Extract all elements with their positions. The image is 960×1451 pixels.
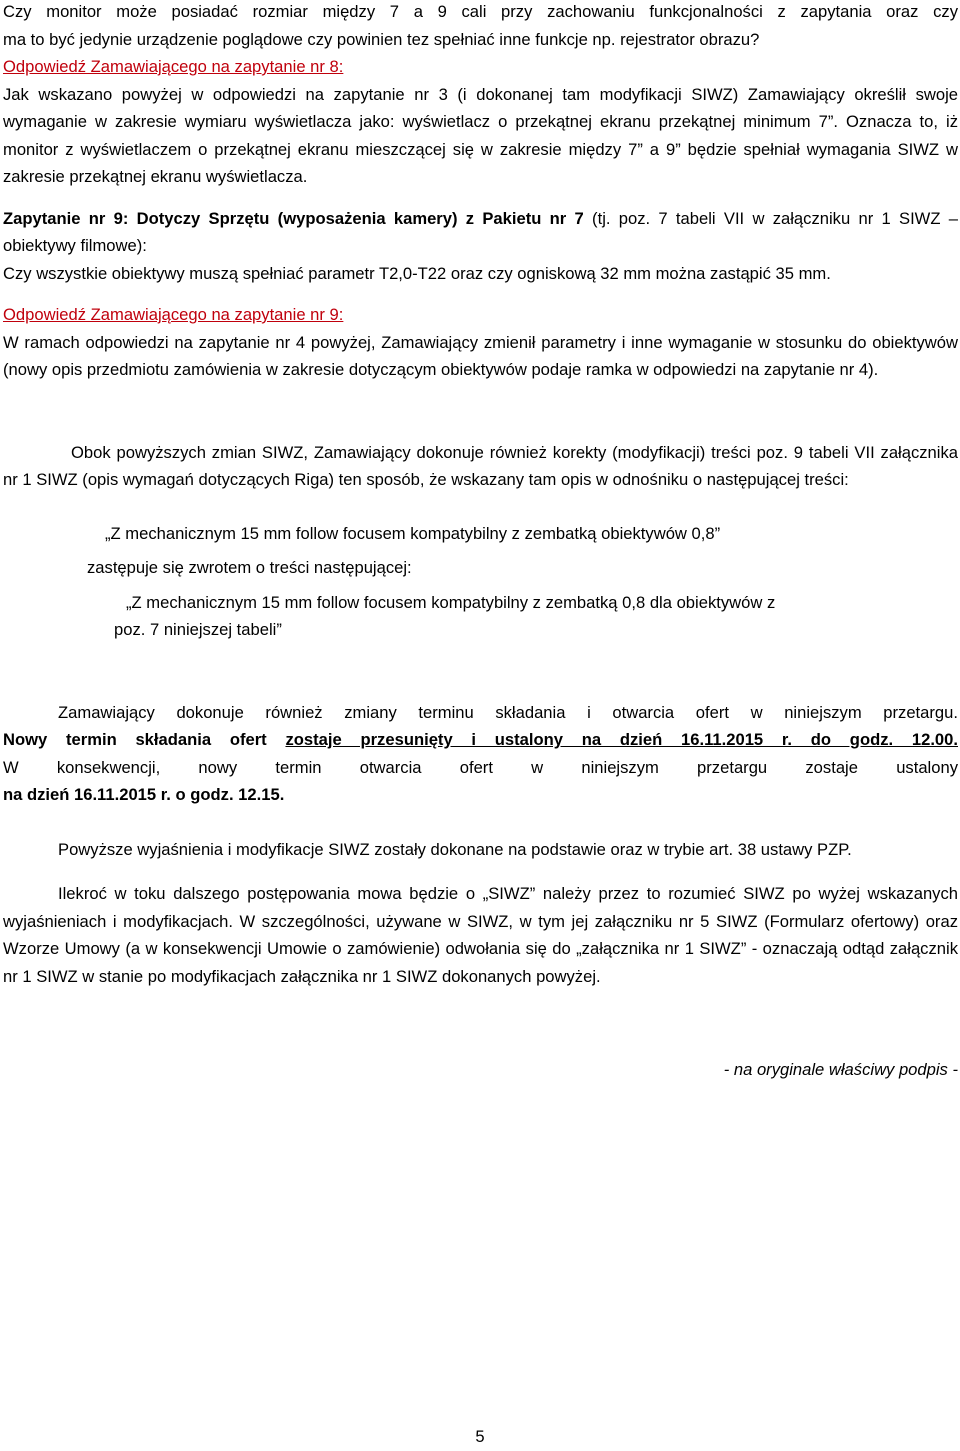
deadline-line-4: na dzień 16.11.2015 r. o godz. 12.15. bbox=[3, 785, 285, 804]
closing-para-1: Powyższe wyjaśnienia i modyfikacje SIWZ zostały dokonane na podstawie oraz w trybie art. 38 ustawy PZP. bbox=[58, 839, 852, 859]
answer-9-body: W ramach odpowiedzi na zapytanie nr 4 powyżej, Zamawiający zmienił parametry i inne wymaganie w stosunku do obiektywów (nowy opis przedmiotu zamówienia w zakresie dotyczącym obiektywów podaje ramka w odpowiedzi na zapytanie nr 4). bbox=[3, 332, 958, 379]
answer-8-heading: Odpowiedź Zamawiającego na zapytanie nr 8: bbox=[3, 57, 344, 76]
corrections-body: Obok powyższych zmian SIWZ, Zamawiający dokonuje również korekty (modyfikacji) treści poz. 9 tabeli VII załącznika nr 1 SIWZ (opis wymagań dotyczących Riga) ten sposób, że wskazany tam opis w odnośniku o następującej treści: bbox=[3, 442, 958, 489]
spacer bbox=[3, 990, 958, 1056]
closing-para-2: Ilekroć w toku dalszego postępowania mowa będzie o „SIWZ” należy przez to rozumieć SIWZ po wyżej wskazanych wyjaśnieniach i modyfikacjach. W szczególności, używane w SIWZ, w tym jej załączniku nr 5 SIWZ (Formularz ofertowy) oraz Wzorze Umowy (a w konsekwencji Umowie o zamówienie) odwołania się do „załącznika nr 1 SIWZ” - oznaczają odtąd załącznik nr 1 SIWZ w stanie po modyfikacjach załącznika nr 1 SIWZ dokonanych powyżej. bbox=[3, 884, 958, 986]
replace-text: zastępuje się zwrotem o treści następującej: bbox=[87, 558, 412, 577]
spacer bbox=[3, 191, 958, 205]
quote-new-line-2: poz. 7 niniejszej tabeli” bbox=[114, 620, 282, 639]
spacer bbox=[3, 809, 958, 836]
deadline-bold-start: Nowy termin składania ofert bbox=[3, 730, 286, 749]
question-9-heading bbox=[3, 205, 958, 260]
question-9-subtitle: (tj. poz. 7 tabeli VII w załączniku nr 1 SIWZ – obiektywy filmowe): bbox=[3, 208, 958, 255]
quote-old: „Z mechanicznym 15 mm follow focusem kompatybilny z zembatką obiektywów 0,8” bbox=[105, 523, 721, 543]
deadline-line-2 bbox=[3, 726, 958, 754]
document-page bbox=[3, 0, 958, 1084]
question-9-body: Czy wszystkie obiektywy muszą spełniać parametr T2,0-T22 oraz czy ogniskową 32 mm można zastąpić 35 mm. bbox=[3, 263, 831, 283]
spacer bbox=[3, 863, 958, 880]
intro-line-2: ma to być jedynie urządzenie poglądowe czy powinien tez spełniać inne funkcje np. rejestrator obrazu? bbox=[3, 29, 760, 49]
quote-new-line-1: „Z mechanicznym 15 mm follow focusem kompatybilny z zembatką 0,8 dla obiektywów z bbox=[126, 592, 776, 612]
spacer bbox=[3, 494, 958, 520]
page-number: 5 bbox=[475, 1427, 485, 1446]
spacer bbox=[3, 644, 958, 699]
question-9-title: Zapytanie nr 9: Dotyczy Sprzętu (wyposażenia kamery) z Pakietu nr 7 bbox=[3, 208, 584, 228]
answer-9-heading: Odpowiedź Zamawiającego na zapytanie nr 9: bbox=[3, 305, 344, 324]
deadline-line-1: Zamawiający dokonuje również zmiany terminu składania i otwarcia ofert w niniejszym przetargu. bbox=[58, 702, 958, 722]
spacer bbox=[3, 287, 958, 301]
deadline-new-date: zostaje przesunięty i ustalony na dzień 16.11.2015 r. do godz. 12.00. bbox=[285, 730, 959, 749]
answer-8-body: Jak wskazano powyżej w odpowiedzi na zapytanie nr 3 (i dokonanej tam modyfikacji SIWZ) Zamawiający określił swoje wymaganie w zakresie wymiaru wyświetlacza jako: wyświetlacz o przekątnej ekranu przekątnej minimum 7”. Oznacza to, iż monitor z wyświetlaczem o przekątnej ekranu mieszczącej się w zakresie między 7” a 9” będzie spełniał wymagania SIWZ w zakresie przekątnej ekranu wyświetlacza. bbox=[3, 84, 958, 186]
deadline-line-3: W konsekwencji, nowy termin otwarcia ofert w niniejszym przetargu zostaje ustalony bbox=[3, 757, 958, 777]
spacer bbox=[3, 384, 958, 439]
intro-line-1: Czy monitor może posiadać rozmiar między 7 a 9 cali przy zachowaniu funkcjonalności z zapytania oraz czy bbox=[3, 2, 958, 21]
signature-note: - na oryginale właściwy podpis - bbox=[723, 1060, 958, 1079]
